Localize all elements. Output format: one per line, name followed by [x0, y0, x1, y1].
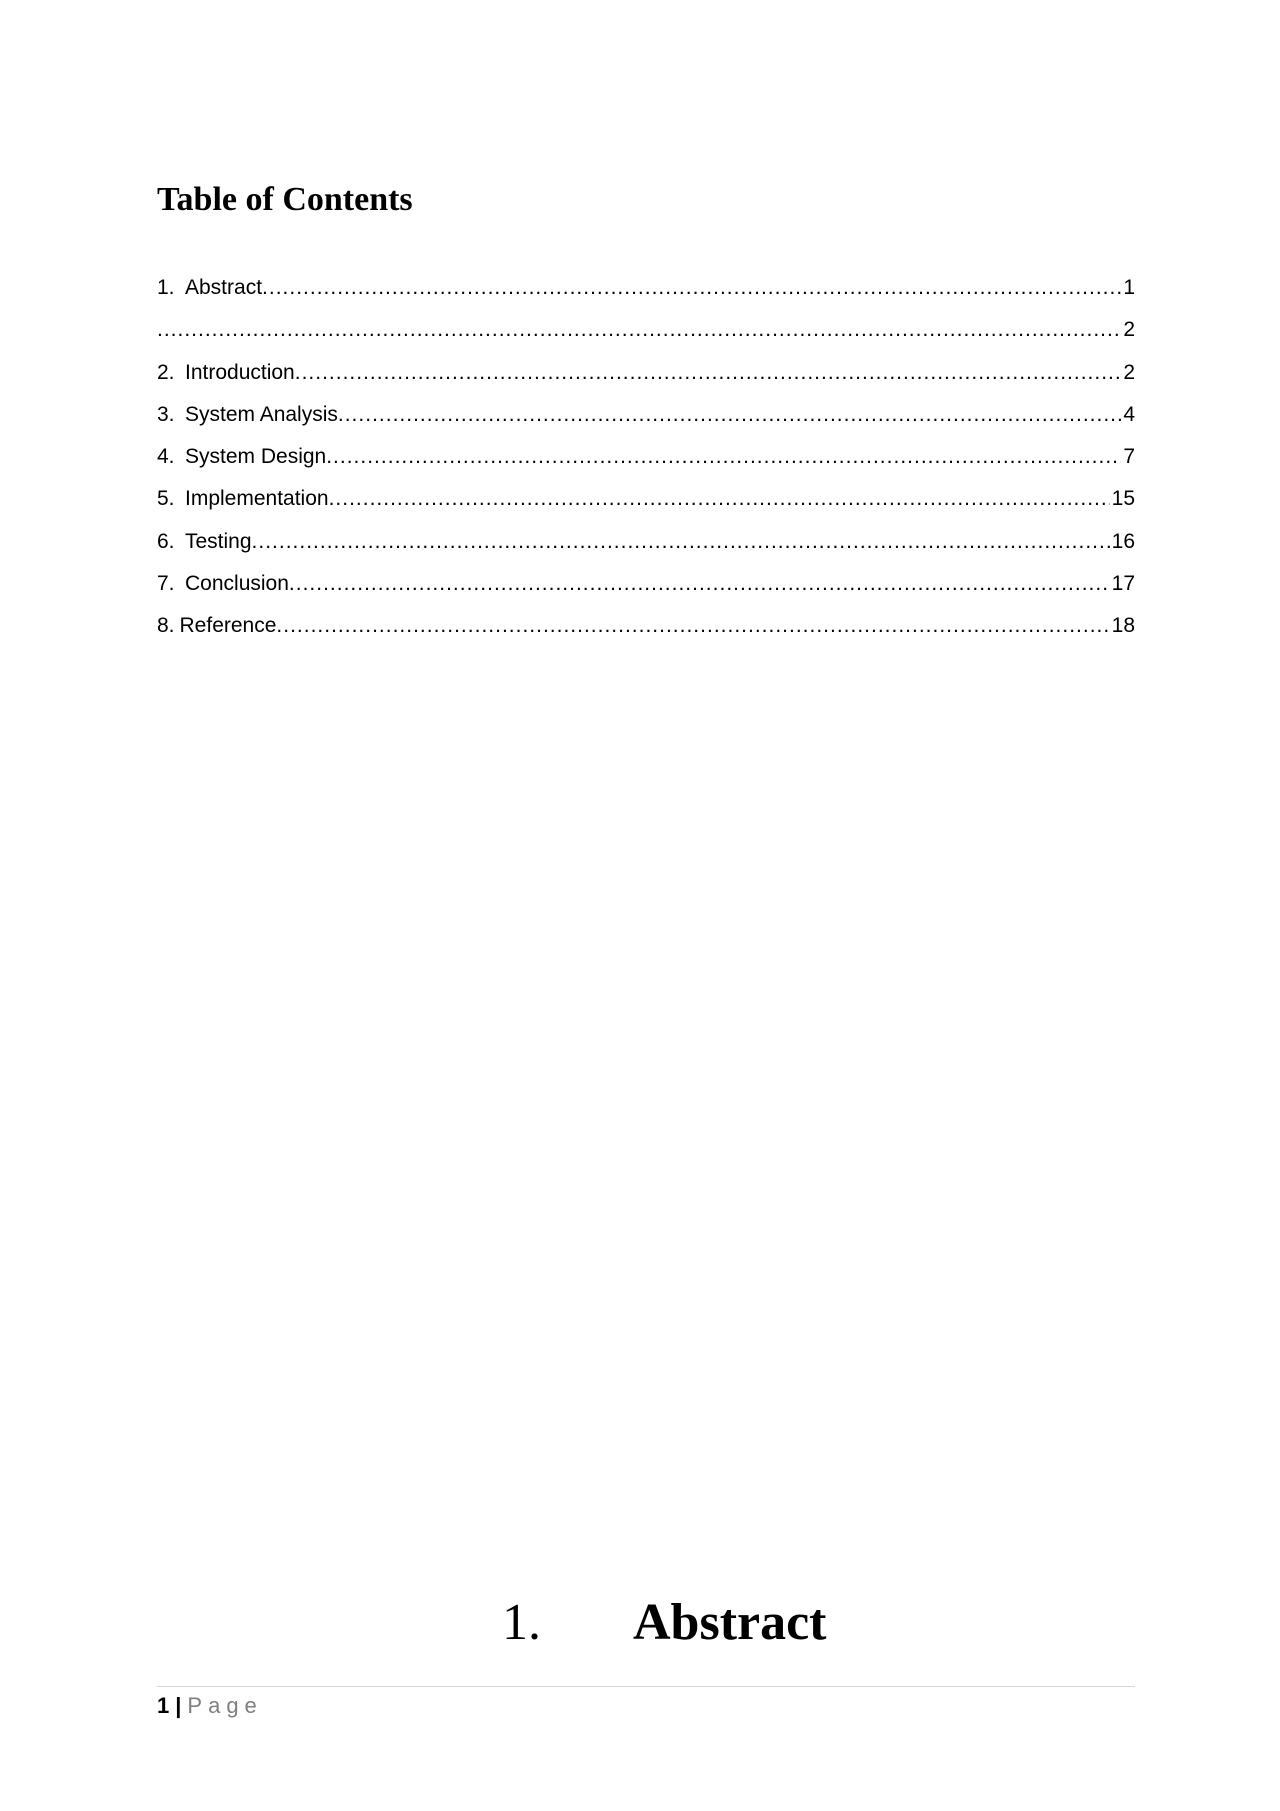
toc-entry-text	[157, 358, 295, 388]
toc-dot-leader	[326, 442, 1121, 472]
toc-dot-leader	[252, 527, 1110, 557]
toc-entry-page: 2	[1123, 318, 1135, 342]
toc-entry-label: Introduction	[185, 360, 295, 384]
toc-entry-implementation[interactable]	[157, 484, 1135, 526]
toc-dot-leader	[295, 358, 1122, 388]
toc-entry-text	[157, 442, 326, 472]
toc-entry-number: 1.	[157, 276, 175, 299]
footer-separator: |	[175, 1693, 182, 1718]
toc-entry-text	[157, 569, 289, 599]
toc-dot-leader	[276, 611, 1109, 641]
toc-entry-text	[157, 527, 252, 557]
toc-entry-label: Testing	[185, 529, 252, 553]
toc-entry-label: Implementation	[185, 487, 329, 511]
page-footer	[157, 1692, 263, 1720]
toc-entry-page: 18	[1111, 614, 1135, 638]
toc-entry-page: 2	[1123, 360, 1135, 384]
toc-entry-label: System Design	[185, 445, 327, 469]
section-number: 1.	[502, 1594, 541, 1651]
toc-entry-text	[157, 611, 276, 641]
toc-dot-leader	[338, 400, 1121, 430]
toc-entry-text	[157, 273, 262, 303]
toc-entry-page: 1	[1123, 276, 1135, 299]
toc-entry-page: 15	[1111, 487, 1135, 511]
toc-entry-label: Abstract	[185, 276, 263, 299]
footer-divider	[157, 1686, 1135, 1687]
toc-entry-blank[interactable]	[157, 315, 1135, 357]
toc-entry-testing[interactable]	[157, 527, 1135, 569]
toc-entry-label: Reference	[179, 614, 277, 638]
toc-entry-conclusion[interactable]	[157, 569, 1135, 611]
section-title: Abstract	[633, 1594, 827, 1651]
toc-entry-system-design[interactable]	[157, 442, 1135, 484]
toc-entry-number: 5.	[157, 487, 175, 511]
toc-entry-abstract[interactable]	[157, 273, 1135, 315]
toc-entry-number: 7.	[157, 572, 175, 596]
toc-entry-page: 17	[1111, 572, 1135, 596]
toc-list	[157, 273, 1135, 654]
toc-entry-page: 7	[1123, 445, 1135, 469]
toc-entry-page: 16	[1111, 529, 1135, 553]
section-heading-abstract	[0, 1593, 1280, 1653]
toc-dot-leader	[289, 569, 1110, 599]
toc-entry-introduction[interactable]	[157, 358, 1135, 400]
toc-dot-leader	[329, 484, 1110, 514]
toc-entry-text	[157, 400, 338, 430]
toc-dot-leader	[262, 273, 1121, 303]
toc-entry-text	[157, 484, 329, 514]
toc-entry-label: Conclusion	[185, 572, 289, 596]
footer-page-word: Page	[187, 1693, 263, 1718]
toc-entry-number: 8.	[157, 614, 175, 638]
toc-entry-number: 4.	[157, 445, 175, 469]
toc-entry-reference[interactable]	[157, 611, 1135, 653]
toc-dot-leader	[157, 315, 1121, 345]
toc-entry-number: 2.	[157, 360, 175, 384]
toc-entry-number: 6.	[157, 529, 175, 553]
footer-page-number: 1	[157, 1693, 170, 1718]
toc-entry-page: 4	[1123, 402, 1135, 426]
toc-entry-number: 3.	[157, 402, 175, 426]
toc-entry-label: System Analysis	[185, 402, 338, 426]
toc-entry-system-analysis[interactable]	[157, 400, 1135, 442]
toc-title: Table of Contents	[157, 181, 413, 218]
